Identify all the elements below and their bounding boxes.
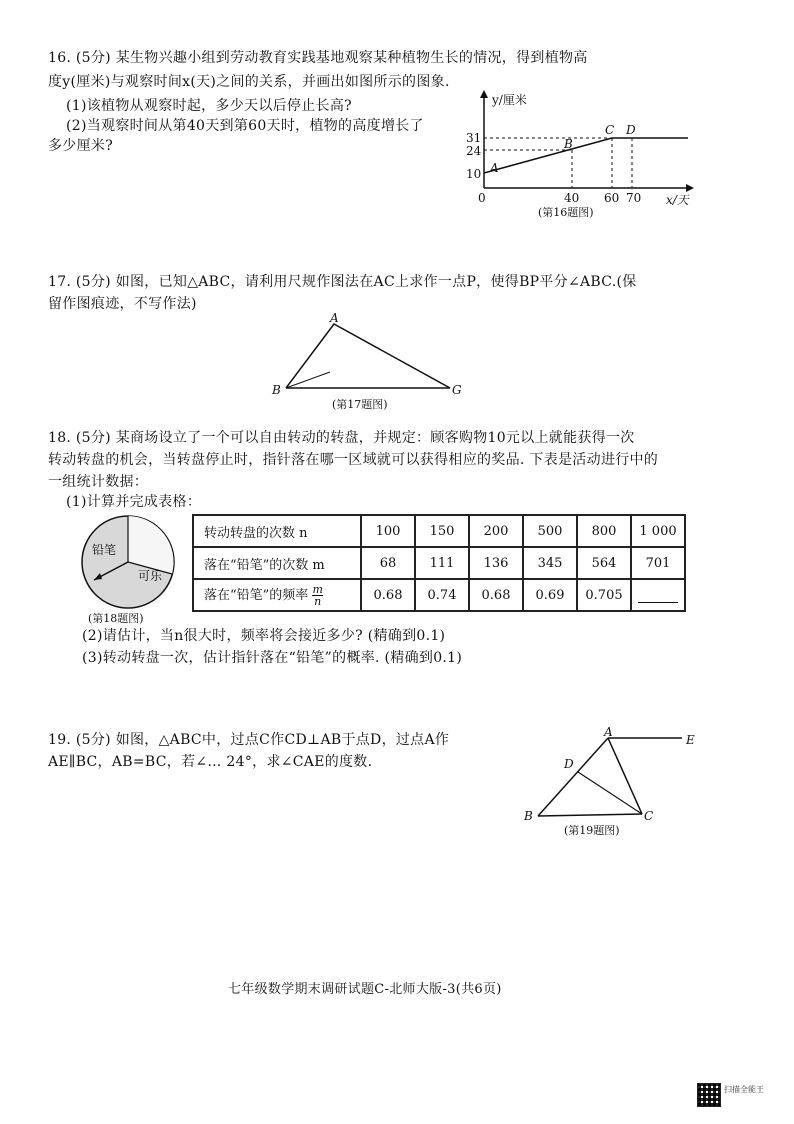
table-cell: 564 bbox=[577, 547, 631, 579]
y-tick-10: 10 bbox=[466, 167, 482, 181]
page-footer: 七年级数学期末调研试题C-北师大版-3(共6页) bbox=[228, 982, 502, 997]
table-cell: 111 bbox=[415, 547, 469, 579]
q19-figure bbox=[520, 722, 710, 844]
point-c-label: C bbox=[605, 123, 615, 137]
table-cell: 100 bbox=[361, 515, 415, 547]
table-cell: 345 bbox=[523, 547, 577, 579]
row2-head: 落在“铅笔”的次数 m bbox=[193, 547, 361, 579]
table-cell: 0.69 bbox=[523, 579, 577, 611]
row3-head-text: 落在“铅笔”的频率 bbox=[204, 587, 309, 603]
table-cell: 0.68 bbox=[361, 579, 415, 611]
line-bc bbox=[538, 814, 642, 816]
label-a: A bbox=[604, 725, 613, 739]
label-b: B bbox=[524, 809, 533, 823]
vertex-a: A bbox=[330, 311, 339, 325]
table-row bbox=[193, 547, 685, 579]
q16-line1: 16. (5分) 某生物兴趣小组到劳动教育实践基地观察某种植物生长的情况，得到植物高 bbox=[48, 50, 588, 66]
growth-line bbox=[484, 138, 612, 173]
table-cell: 0.705 bbox=[577, 579, 631, 611]
q16-part1: (1)该植物从观察时起，多少天以后停止长高? bbox=[66, 98, 352, 114]
q19-line1: 19. (5分) 如图，△ABC中，过点C作CD⊥AB于点D，过点A作 bbox=[48, 732, 450, 748]
q17-caption: (第17题图) bbox=[332, 398, 388, 411]
table-cell: 500 bbox=[523, 515, 577, 547]
q16-line2: 度y(厘米)与观察时间x(天)之间的关系，并画出如图所示的图象. bbox=[48, 74, 450, 90]
origin-label: 0 bbox=[478, 191, 486, 205]
table-cell: 701 bbox=[631, 547, 685, 579]
q16-part2-cont: 多少厘米? bbox=[48, 138, 114, 154]
label-d: D bbox=[564, 757, 574, 771]
table-cell: 800 bbox=[577, 515, 631, 547]
row1-head: 转动转盘的次数 n bbox=[193, 515, 361, 547]
table-cell: 68 bbox=[361, 547, 415, 579]
x-axis-label: x/天 bbox=[666, 193, 689, 207]
region-pencil: 铅笔 bbox=[92, 543, 117, 557]
label-e: E bbox=[686, 733, 695, 747]
fraction-m-over-n: $\frac{m}{n}$ bbox=[312, 582, 323, 608]
q17-triangle bbox=[268, 308, 478, 418]
q18-part2: (2)请估计，当n很大时，频率将会接近多少? (精确到0.1) bbox=[82, 628, 446, 644]
vertex-c: G bbox=[452, 383, 462, 397]
q18-line2: 转动转盘的机会，当转盘停止时，指针落在哪一区域就可以获得相应的奖品. 下表是活动进行中的 bbox=[48, 452, 659, 468]
q18-line3: 一组统计数据： bbox=[48, 474, 149, 490]
y-tick-31: 31 bbox=[466, 131, 482, 145]
scanner-watermark: 扫描全能王 bbox=[724, 1085, 764, 1094]
answer-blank bbox=[631, 579, 685, 611]
label-c: C bbox=[644, 809, 654, 823]
q17-line2: 留作图痕迹，不写作法) bbox=[48, 296, 197, 312]
q16-caption: (第16题图) bbox=[538, 206, 594, 219]
qr-code bbox=[697, 1083, 721, 1107]
y-axis-label: y/厘米 bbox=[492, 93, 527, 107]
table-cell: 1 000 bbox=[631, 515, 685, 547]
q16-part2: (2)当观察时间从第40天到第60天时，植物的高度增长了 bbox=[66, 118, 424, 134]
point-d-label: D bbox=[626, 123, 636, 137]
q18-part1: (1)计算并完成表格： bbox=[66, 494, 202, 510]
point-a-label: A bbox=[490, 161, 499, 175]
table-cell: 150 bbox=[415, 515, 469, 547]
q18-table bbox=[192, 514, 686, 612]
q17-line1: 17. (5分) 如图，已知△ABC，请利用尺规作图法在AC上求作一点P，使得BP平分∠ABC.(保 bbox=[48, 274, 637, 290]
x-tick-40: 40 bbox=[564, 191, 580, 205]
table-cell: 0.68 bbox=[469, 579, 523, 611]
table-cell: 200 bbox=[469, 515, 523, 547]
line-ab bbox=[538, 738, 608, 816]
y-tick-24: 24 bbox=[466, 144, 482, 158]
table-row bbox=[193, 515, 685, 547]
table-cell: 136 bbox=[469, 547, 523, 579]
q18-part3: (3)转动转盘一次，估计指针落在“铅笔”的概率. (精确到0.1) bbox=[82, 650, 463, 666]
row3-head bbox=[193, 579, 361, 611]
x-tick-60: 60 bbox=[604, 191, 620, 205]
x-tick-70: 70 bbox=[626, 191, 642, 205]
q18-line1: 18. (5分) 某商场设立了一个可以自由转动的转盘，并规定：顾客购物10元以上就能获得一次 bbox=[48, 430, 635, 446]
q19-caption: (第19题图) bbox=[564, 824, 620, 837]
q18-spinner bbox=[74, 512, 192, 630]
q19-line2: AE∥BC，AB=BC，若∠… 24°，求∠CAE的度数. bbox=[48, 754, 373, 770]
table-cell: 0.74 bbox=[415, 579, 469, 611]
q18-caption: (第18题图) bbox=[88, 612, 144, 625]
point-b-label: B bbox=[564, 137, 573, 151]
q16-graph bbox=[460, 88, 700, 227]
table-row bbox=[193, 579, 685, 611]
vertex-b: B bbox=[272, 383, 281, 397]
region-cola: 可乐 bbox=[138, 569, 163, 583]
